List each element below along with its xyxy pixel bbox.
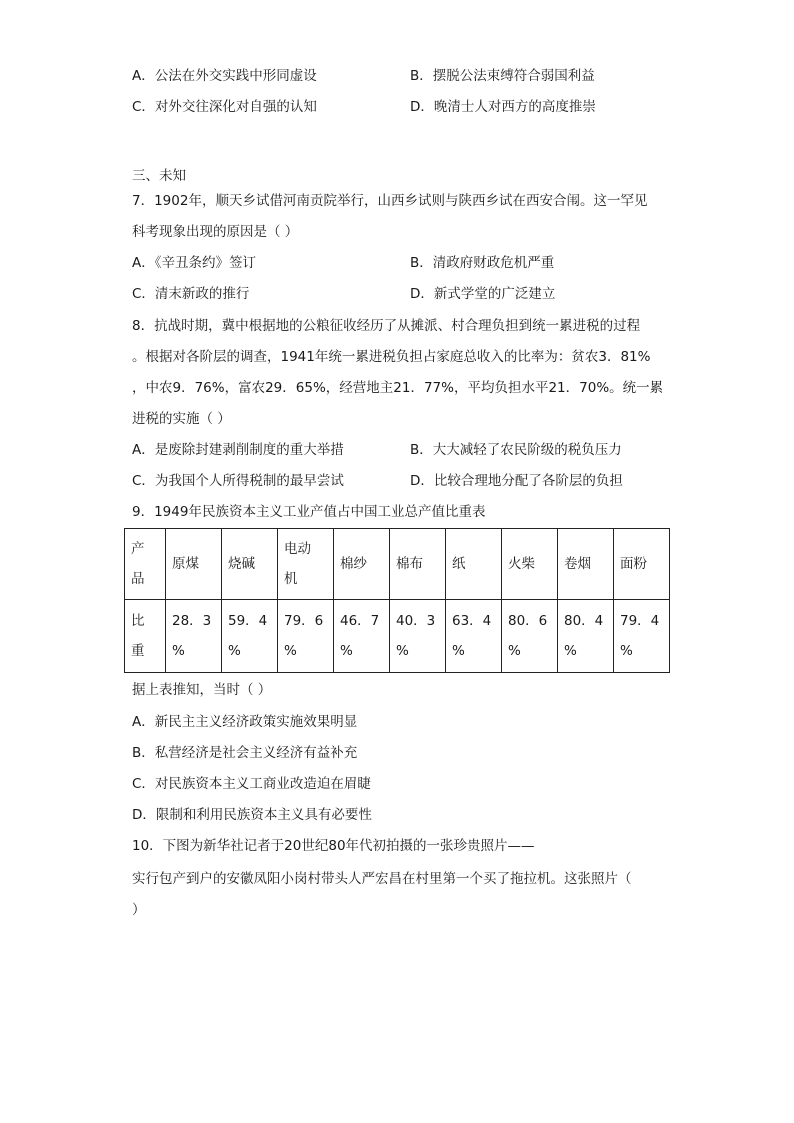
table-cell: 63．4 % xyxy=(446,600,502,673)
q7-option-b[interactable]: B．清政府财政危机严重 xyxy=(410,255,555,271)
table-cell: 棉布 xyxy=(390,529,446,600)
table-cell: 火柴 xyxy=(502,529,558,600)
q6-option-c[interactable]: C．对外交往深化对自强的认知 xyxy=(132,99,317,115)
q6-option-d[interactable]: D．晚清士人对西方的高度推崇 xyxy=(410,99,596,115)
electric-motor-line1: 电动 xyxy=(284,541,311,557)
table-cell: 46．7 % xyxy=(334,600,390,673)
q9-title: 9．1949年民族资本主义工业产值占中国工业总产值比重表 xyxy=(132,504,486,520)
table-cell: 79．4 % xyxy=(614,600,670,673)
q9-option-b[interactable]: B．私营经济是社会主义经济有益补充 xyxy=(132,745,358,761)
q6-option-a[interactable]: A．公法在外交实践中形同虚设 xyxy=(132,68,317,84)
table-cell: 40．3 % xyxy=(390,600,446,673)
q6-option-b[interactable]: B．摆脱公法束缚符合弱国利益 xyxy=(410,68,595,84)
table-row-products xyxy=(125,529,670,600)
q7-option-a[interactable]: A．《辛丑条约》签订 xyxy=(132,255,256,271)
table-header-product: 产 品 xyxy=(125,529,166,600)
table-cell: 原煤 xyxy=(166,529,222,600)
section-title: 三、未知 xyxy=(132,168,186,184)
q10-stem-line3: ） xyxy=(132,902,146,918)
q8-option-a[interactable]: A．是废除封建剥削制度的重大举措 xyxy=(132,442,344,458)
q8-stem-line1: 8．抗战时期，冀中根据地的公粮征收经历了从摊派、村合理负担到统一累进税的过程 xyxy=(132,318,641,334)
q10-stem-line2: 实行包产到户的安徽凤阳小岗村带头人严宏昌在村里第一个买了拖拉机。这张照片（ xyxy=(132,871,632,887)
table-cell: 纸 xyxy=(446,529,502,600)
q9-option-a[interactable]: A．新民主主义经济政策实施效果明显 xyxy=(132,714,358,730)
table-cell: 59．4 % xyxy=(222,600,278,673)
table-header-share: 比 重 xyxy=(125,600,166,673)
q10-stem-line1: 10．下图为新华社记者于20世纪80年代初拍摄的一张珍贵照片—— xyxy=(132,838,535,854)
q8-stem-line4: 进税的实施（ ） xyxy=(132,411,231,427)
table-cell: 烧碱 xyxy=(222,529,278,600)
q9-stem: 据上表推知，当时（ ） xyxy=(132,682,272,698)
table-cell: 80．4 % xyxy=(558,600,614,673)
q8-stem-line3: ，中农9．76%，富农29．65%，经营地主21．77%，平均负担水平21．70%。统一累 xyxy=(132,380,664,396)
q9-option-d[interactable]: D．限制和利用民族资本主义具有必要性 xyxy=(132,807,372,823)
q8-option-c[interactable]: C．为我国个人所得税制的最早尝试 xyxy=(132,473,344,489)
q7-stem-line2: 科考现象出现的原因是（ ） xyxy=(132,224,299,240)
q8-stem-line2: 。根据对各阶层的调查，1941年统一累进税负担占家庭总收入的比率为：贫农3．81% xyxy=(132,349,651,365)
q7-stem-line1: 7．1902年，顺天乡试借河南贡院举行，山西乡试则与陕西乡试在西安合闱。这一罕见 xyxy=(132,193,648,209)
table-cell xyxy=(278,529,334,600)
q8-option-b[interactable]: B．大大减轻了农民阶级的税负压力 xyxy=(410,442,622,458)
q7-option-c[interactable]: C．清末新政的推行 xyxy=(132,286,250,302)
table-cell: 80．6 % xyxy=(502,600,558,673)
table-cell: 面粉 xyxy=(614,529,670,600)
table-row-values xyxy=(125,600,670,673)
electric-motor-line2: 机 xyxy=(284,571,298,587)
q7-option-d[interactable]: D．新式学堂的广泛建立 xyxy=(410,286,556,302)
data-table xyxy=(124,528,670,673)
q8-option-d[interactable]: D．比较合理地分配了各阶层的负担 xyxy=(410,473,623,489)
table-cell: 卷烟 xyxy=(558,529,614,600)
table-cell: 棉纱 xyxy=(334,529,390,600)
q9-option-c[interactable]: C．对民族资本主义工商业改造迫在眉睫 xyxy=(132,776,371,792)
table-cell: 79．6 % xyxy=(278,600,334,673)
table-cell: 28．3 % xyxy=(166,600,222,673)
